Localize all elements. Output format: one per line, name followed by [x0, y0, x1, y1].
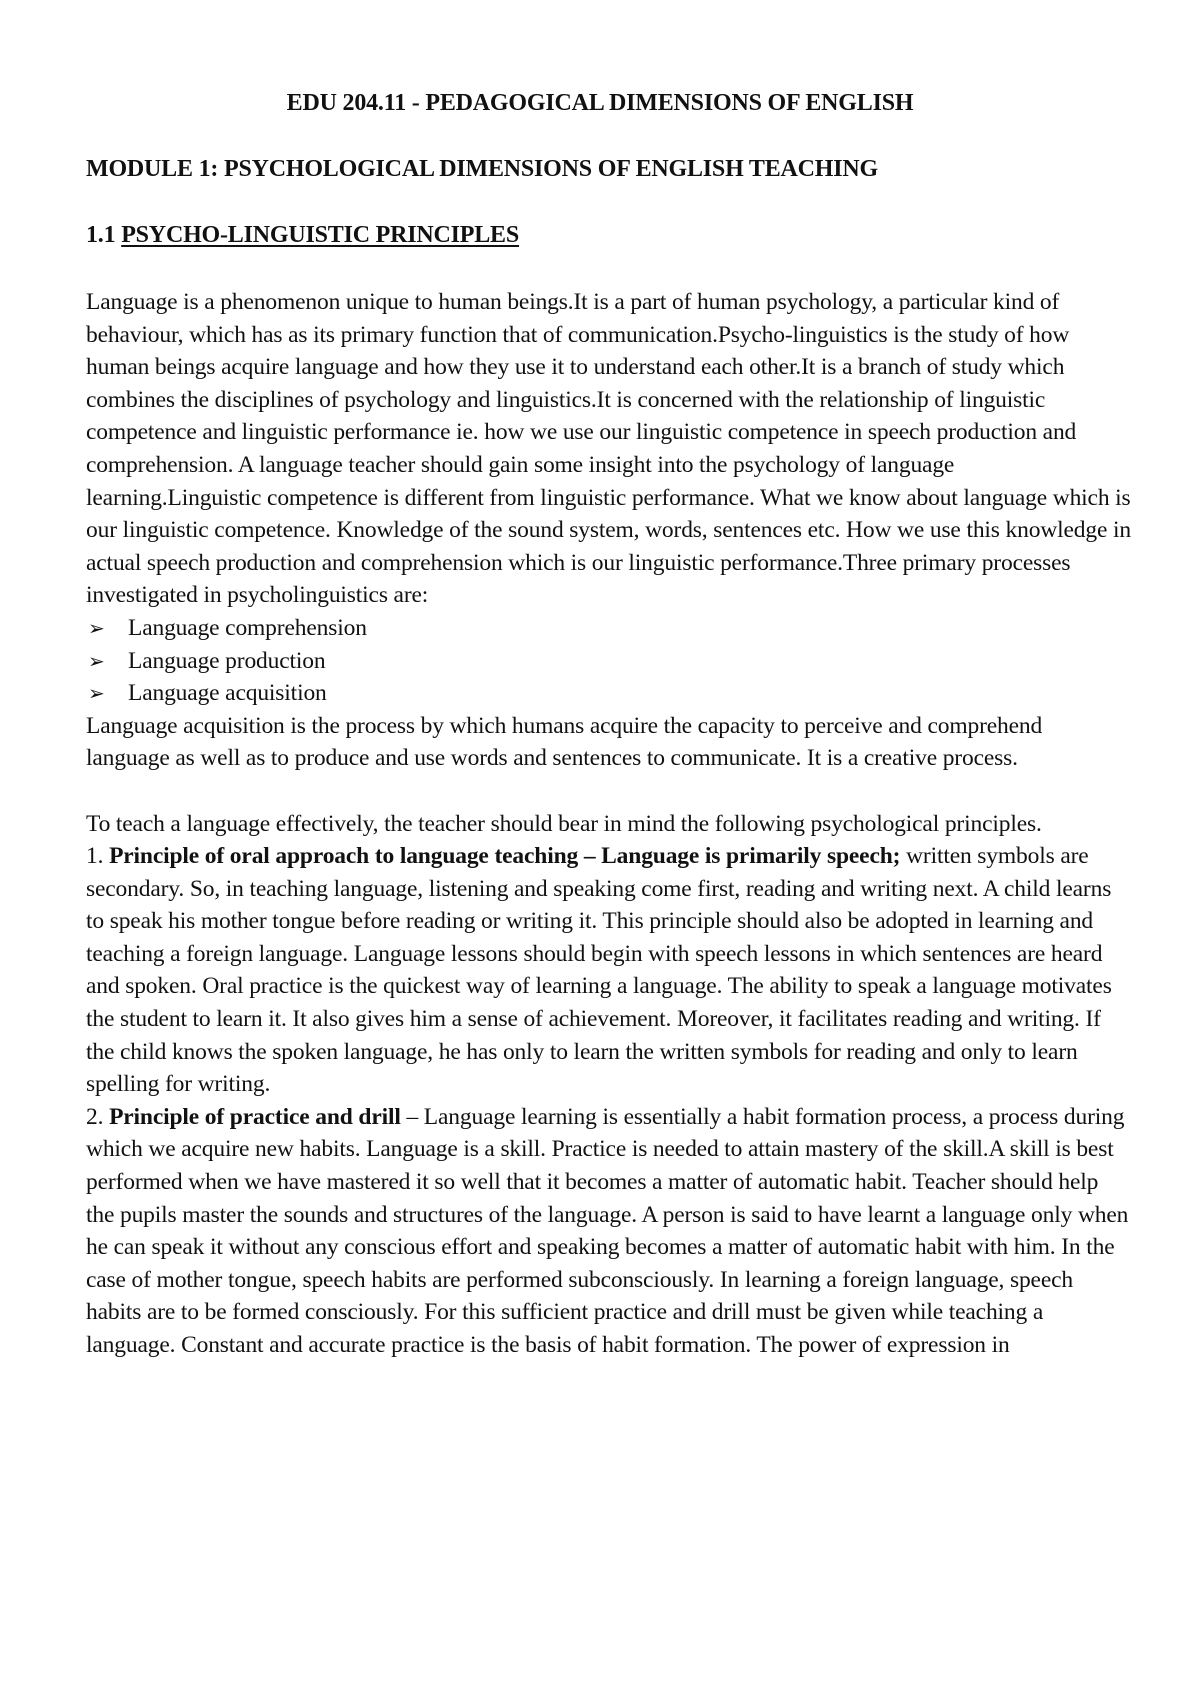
principle-text: – Language learning is essentially a habit formation process, a process during which we acquire new habits. Language is a skill. Practice is needed to attain mastery of the skill.A skill is best performed when we have mastered it so well that it becomes a matter of automatic habit. Teacher should help the pupils master the sounds and structures of the language. A person is said to have learnt a language only when he can speak it without any conscious effort and speaking becomes a matter of automatic habit with him. In the case of mother tongue, speech habits are performed subconsciously. In learning a foreign language, speech habits are to be formed consciously. For this sufficient practice and drill must be given while teaching a language. Constant and accurate practice is the basis of habit formation. The power of expression in: [86, 1103, 1129, 1358]
arrow-bullet-icon: ➢: [88, 681, 105, 706]
list-item: [86, 677, 1131, 710]
arrow-bullet-icon: ➢: [88, 615, 105, 640]
list-item-text: Language production: [128, 647, 326, 674]
module-heading: MODULE 1: PSYCHOLOGICAL DIMENSIONS OF ENGLISH TEACHING: [86, 156, 878, 182]
list-item: [86, 612, 1131, 645]
list-item: [86, 645, 1131, 678]
process-list: [86, 612, 1131, 710]
paragraph-spacer: [86, 775, 1131, 808]
section-number: 1.1: [86, 222, 122, 248]
principle-number: 1.: [86, 843, 110, 870]
principles-intro-paragraph: To teach a language effectively, the teacher should bear in mind the following psychological principles.: [86, 810, 1042, 837]
document-body: [86, 286, 1131, 1362]
section-heading: [86, 220, 519, 250]
list-item-text: Language comprehension: [128, 614, 367, 641]
intro-paragraph: Language is a phenomenon unique to human beings.It is a part of human psychology, a particular kind of behaviour, which has as its primary function that of communication.Psycho-linguistics is the study of how human beings acquire language and how they use it to understand each other.It is a branch of study which combines the disciplines of psychology and linguistics.It is concerned with the relationship of linguistic competence and linguistic performance ie. how we use our linguistic competence in speech production and comprehension. A language teacher should gain some insight into the psychology of language learning.Linguistic competence is different from linguistic performance. What we know about language which is our linguistic competence. Knowledge of the sound system, words, sentences etc. How we use this knowledge in actual speech production and comprehension which is our linguistic performance.Three primary processes investigated in psycholinguistics are:: [86, 289, 1131, 609]
document-title: EDU 204.11 - PEDAGOGICAL DIMENSIONS OF ENGLISH: [286, 90, 914, 116]
acquisition-paragraph: Language acquisition is the process by which humans acquire the capacity to perceive and comprehend language as well as to produce and use words and sentences to communicate. It is a creative process.: [86, 712, 1043, 772]
principle-number: 2.: [86, 1103, 110, 1130]
principle-item: [86, 840, 1131, 1101]
principle-item: [86, 1101, 1131, 1362]
principle-title: Principle of practice and drill: [109, 1103, 401, 1130]
section-title: PSYCHO-LINGUISTIC PRINCIPLES: [121, 222, 520, 248]
principle-text: written symbols are secondary. So, in teaching language, listening and speaking come first, reading and writing next. A child learns to speak his mother tongue before reading or writing it. This principle should also be adopted in learning and teaching a foreign language. Language lessons should begin with speech lessons in which sentences are heard and spoken. Oral practice is the quickest way of learning a language. The ability to speak a language motivates the student to learn it. It also gives him a sense of achievement. Moreover, it facilitates reading and writing. If the child knows the spoken language, he has only to learn the written symbols for reading and only to learn spelling for writing.: [86, 843, 1112, 1098]
arrow-bullet-icon: ➢: [88, 648, 105, 673]
principle-title: Principle of oral approach to language teaching – Language is primarily speech;: [109, 843, 901, 870]
list-item-text: Language acquisition: [128, 680, 327, 707]
